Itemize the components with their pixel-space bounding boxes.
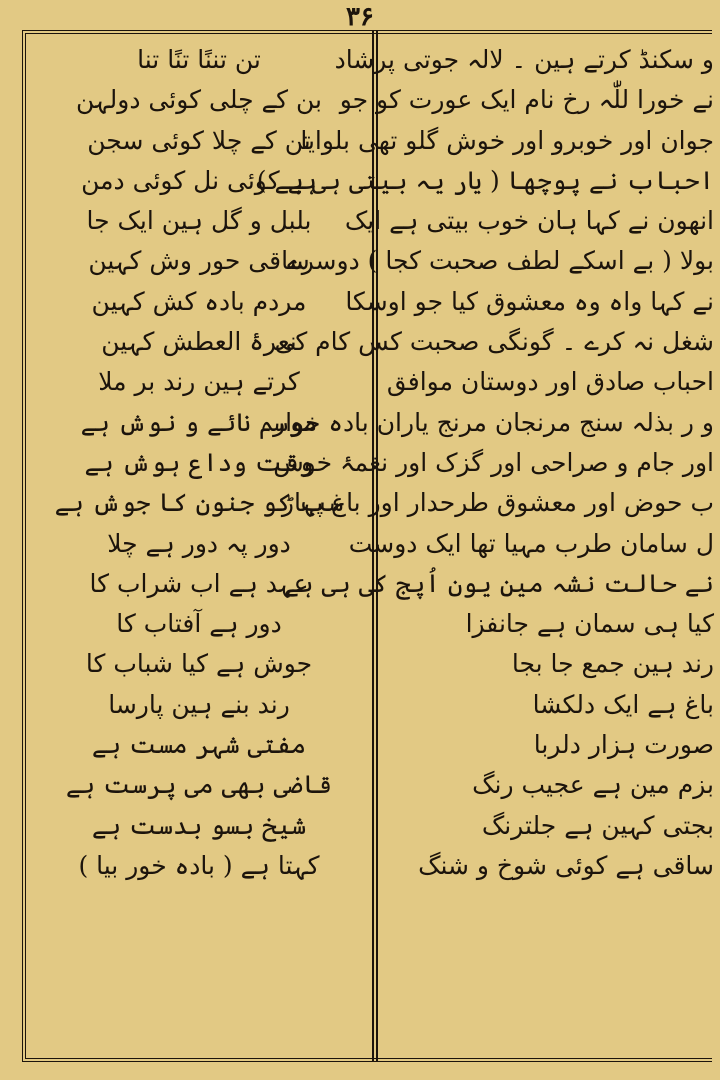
verse-line: ساقی ہے کوئی شوخ و شنگ — [418, 850, 714, 880]
verse-line: کیا ہی سمان ہے جانفزا — [465, 609, 714, 639]
prose-line: نے حالت نشہ مین یون اُپج کی ہی ہے — [284, 568, 714, 598]
prose-line: شغل نہ کرے ۔ گونگی صحبت کس کام کی — [274, 327, 714, 357]
page-number: ۳۶ — [346, 2, 374, 32]
prose-line: جوان اور خوبرو اور خوش گلو تھی بلوایا — [300, 125, 714, 155]
verse-line: رند ہین جمع جا بجا — [511, 649, 714, 679]
prose-line: و ر بذلہ سنج مرنجان مرنج یاران بادہ خوار — [273, 407, 714, 437]
prose-line: ل سامان طرب مہیا تھا ایک دوست — [348, 528, 714, 558]
verse-line: کرتے ہین رند بر ملا — [98, 367, 300, 397]
verse-line: صورت ہزار دلربا — [533, 730, 714, 760]
prose-line: انھون نے کہا ہان خوب بیتی ہے ایک — [344, 206, 714, 236]
verse-line: قاضی بھی می پرست ہے — [65, 770, 333, 800]
prose-line: احباب صادق اور دوستان موافق — [386, 367, 714, 397]
verse-line: سب کو جنون کا جوش ہے — [54, 488, 344, 518]
prose-line: نے خورا للّٰہ رخ نام ایک عورت کو جو — [339, 85, 714, 115]
verse-line: مردم بادہ کش کہین — [91, 286, 307, 316]
verse-line: نعرۂ العطش کہین — [101, 327, 297, 357]
verse-line: مفتی شہر مست ہے — [91, 730, 307, 760]
verse-column — [30, 40, 368, 1050]
prose-line: و سکنڈ کرتے ہین ۔ لالہ جوتی پرشاد — [334, 45, 714, 74]
verse-line: ساقی حور وش کہین — [88, 246, 310, 276]
verse-line: بزم مین ہے عجیب رنگ — [472, 770, 714, 800]
verse-line: جوش ہے کیا شباب کا — [85, 649, 313, 679]
verse-line: بن کے چلی کوئی دولہن — [75, 85, 322, 115]
verse-line: باغ ہے ایک دلکشا — [532, 689, 714, 719]
verse-line: شیخ بسو بدست ہے — [91, 810, 307, 840]
verse-line: دور ہے آفتاب کا — [116, 609, 282, 639]
prose-line: اور جام و صراحی اور گزک اور نغمۂ خوش — [273, 447, 714, 477]
prose-line: بولا ( بے اسکے لطف صحبت کجا ) دوسرے — [287, 246, 714, 276]
verse-line: رند بنے ہین پارسا — [108, 689, 290, 719]
prose-line: احباب نے پوچھا ( یار یہ بیتی ہی ہے ) — [256, 165, 714, 195]
verse-line: تن تننًا تنًا تنا — [137, 45, 261, 74]
verse-line: عہد ہے اب شراب کا — [89, 568, 309, 598]
verse-line: ہے کوئی نل کوئی دمن — [81, 165, 317, 195]
verse-line: کہتا ہے ( بادہ خور بیا ) — [78, 850, 320, 880]
verse-line: وقت وداع ہوش ہے — [84, 447, 314, 477]
verse-line: بجتی کہین ہے جلترنگ — [481, 810, 714, 840]
verse-line: تن کے چلا کوئی سجن — [87, 125, 311, 155]
prose-column — [256, 40, 720, 1050]
verse-line: موسم نائے و نوش ہے — [80, 407, 318, 437]
verse-line: دور پہ دور ہے چلا — [107, 528, 291, 558]
prose-line: ب حوض اور معشوق طرحدار اور باغ پہاڑ — [281, 488, 714, 518]
prose-line: نے کہا واہ وہ معشوق کیا جو اوسکا — [345, 286, 714, 316]
verse-line: بلبل و گل ہین ایک جا — [86, 206, 312, 236]
